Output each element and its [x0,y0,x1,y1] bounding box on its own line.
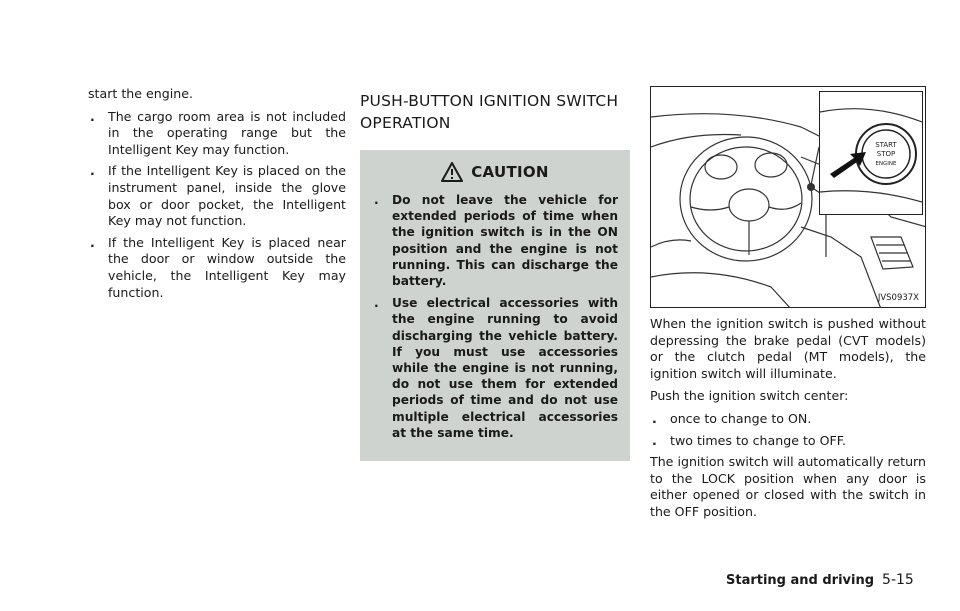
start-stop-button-icon [820,92,922,214]
bullet-dot: . [652,432,657,448]
list-item: . The cargo room area is not included in the operating range but the Intelligent Key may function. [90,108,346,157]
bullet-dot: . [374,193,379,207]
bullet-dot: . [90,163,95,179]
list-item: . once to change to ON. [652,410,812,426]
button-label-stop: STOP [876,150,896,158]
push-instruction: Push the ignition switch center: [650,388,849,404]
illumination-paragraph: When the ignition switch is pushed without depressing the brake pedal (CVT models) or the clutch pedal (MT models), the ignition switch will illuminate. [650,316,926,381]
column-middle [360,90,630,461]
caution-list [372,192,618,441]
column-left [88,86,346,306]
continued-text: start the engine. [88,86,193,101]
list-item: . two times to change to OFF. [652,432,846,448]
page-footer [726,572,914,588]
caution-box [360,150,630,461]
button-closeup-inset [819,91,923,215]
ignition-switch-illustration [650,86,926,308]
list-item: . Use electrical accessories with the engine running to avoid discharging the vehicle battery. If you must use accessories while the engine is not running, do not use them for extended periods of time and do not use multiple electrical accessories at the same time. [374,296,618,440]
column-right [650,86,926,527]
button-label-start: START [875,141,897,149]
warning-triangle-icon [441,162,463,182]
figure-code: JVS0937X [877,293,919,303]
caution-title: CAUTION [471,163,549,181]
section-name: Starting and driving [726,573,875,588]
list-item: . If the Intelligent Key is placed on the instrument panel, inside the glove box or door pocket, the Intelligent Key may not function. [90,163,346,229]
key-range-list [88,109,346,302]
list-item: . Do not leave the vehicle for extended periods of time when the ignition switch is in the ON position and the engine is not running. This can discharge the battery. [374,193,618,289]
section-heading: PUSH-BUTTON IGNITION SWITCH OPERATION [360,92,619,132]
bullet-dot: . [90,108,95,124]
push-steps-list [650,411,926,449]
caution-header [372,162,618,182]
button-label-engine: ENGINE [875,161,897,167]
list-item: . If the Intelligent Key is placed near the door or window outside the vehicle, the Intelligent Key may function. [90,234,346,300]
bullet-dot: . [652,410,657,426]
auto-return-paragraph: The ignition switch will automatically return to the LOCK position when any door is either opened or closed with the switch in the OFF position. [650,454,926,519]
page-number: 5-15 [882,572,914,588]
bullet-dot: . [374,296,379,311]
bullet-dot: . [90,234,95,250]
